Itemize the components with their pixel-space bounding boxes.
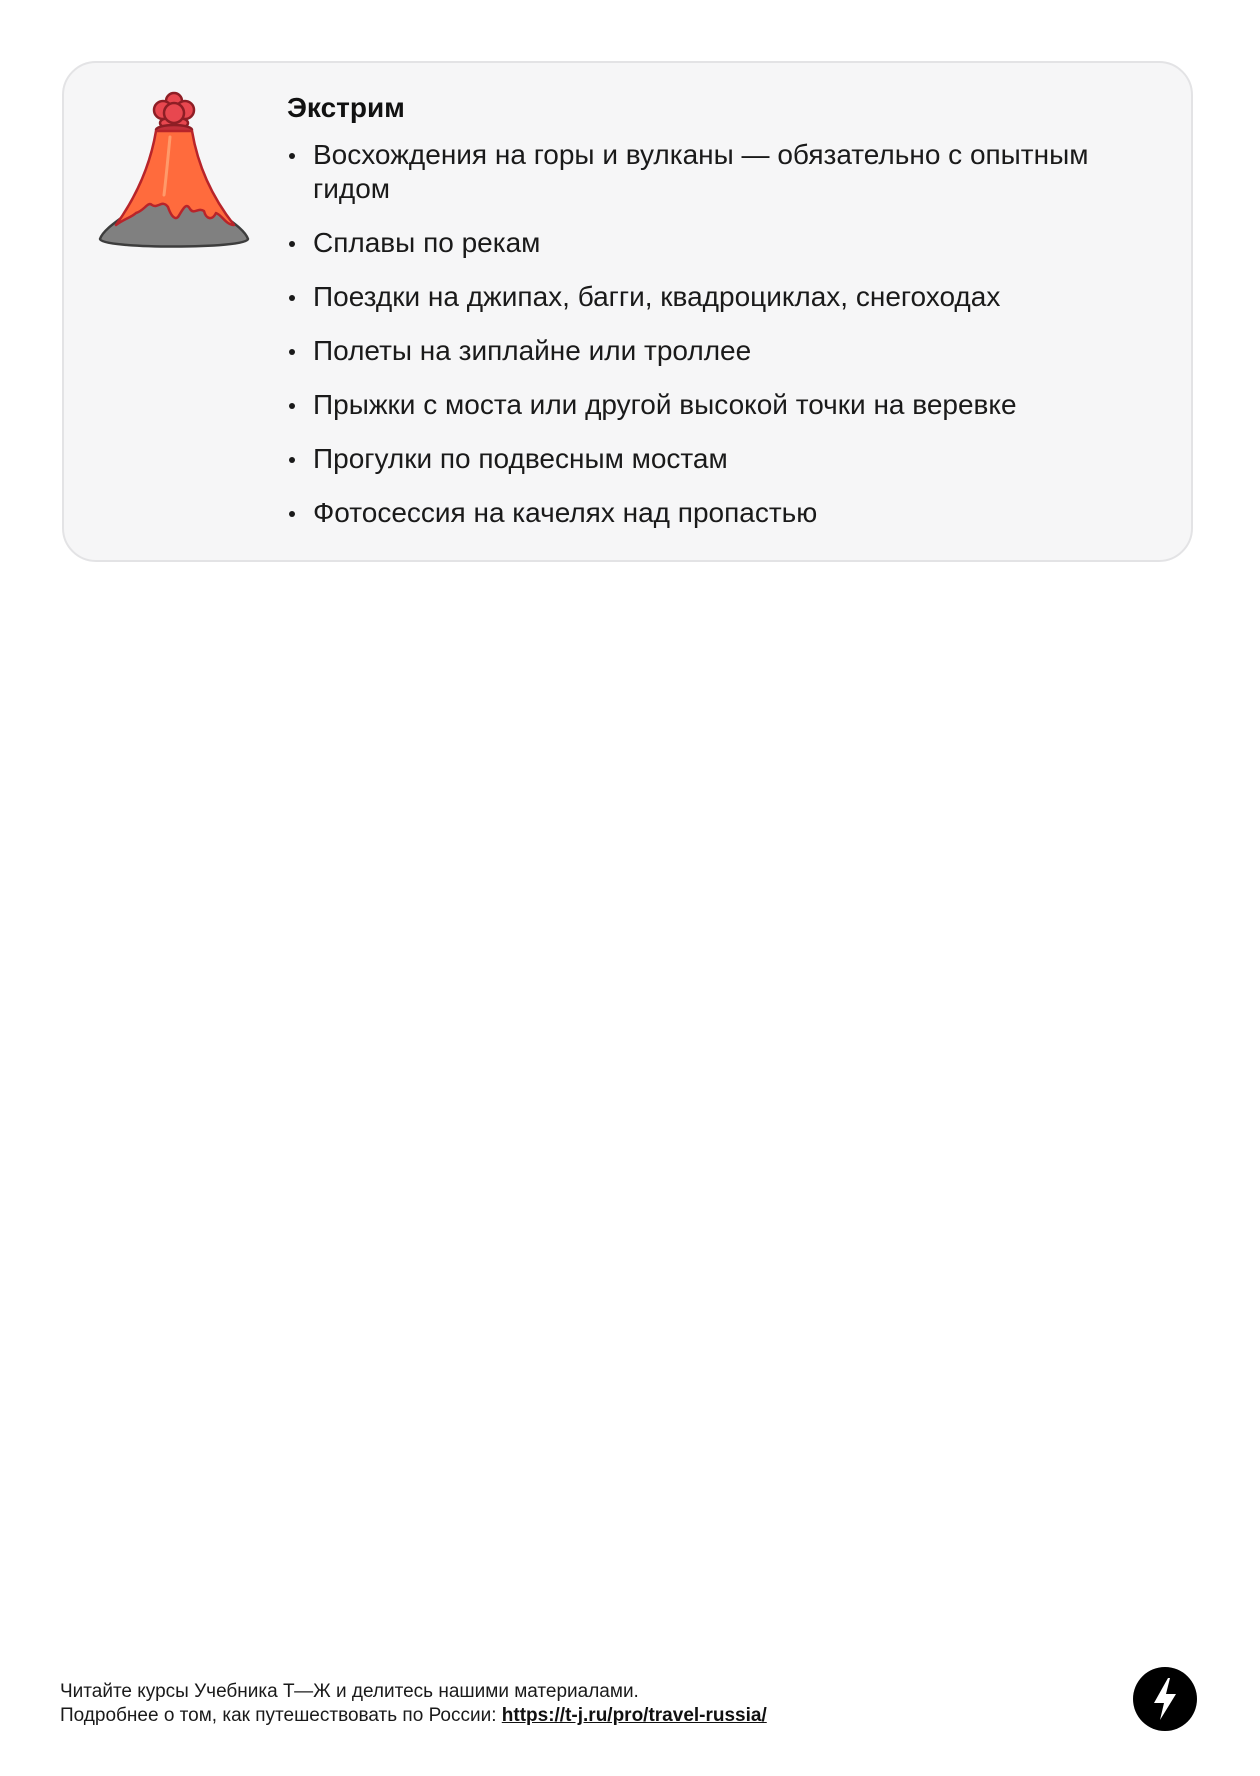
list-item: Прогулки по подвесным мостам [287, 442, 1167, 476]
list-item: Восхождения на горы и вулканы — обязательно с опытным гидом [287, 138, 1167, 206]
footer-line-2 [60, 1704, 767, 1728]
footer-line-2-text: Подробнее о том, как путешествовать по России: [60, 1705, 502, 1726]
extreme-card [62, 61, 1193, 562]
volcano-icon [94, 87, 254, 263]
list-item: Прыжки с моста или другой высокой точки на веревке [287, 388, 1167, 422]
list-item: Фотосессия на качелях над пропастью [287, 496, 1167, 530]
lightning-icon [1133, 1667, 1197, 1731]
travel-russia-link[interactable]: https://t-j.ru/pro/travel-russia/ [501, 1705, 767, 1726]
card-title: Экстрим [287, 92, 405, 123]
list-item: Полеты на зиплайне или троллее [287, 334, 1167, 368]
activity-list [287, 138, 1167, 530]
tj-logo[interactable] [1133, 1667, 1197, 1731]
list-item: Поездки на джипах, багги, квадроциклах, снегоходах [287, 280, 1167, 314]
footer [60, 1680, 767, 1728]
footer-line-1: Читайте курсы Учебника Т—Ж и делитесь нашими материалами. [60, 1681, 639, 1702]
list-item: Сплавы по рекам [287, 226, 1167, 260]
card-body [287, 90, 1167, 550]
